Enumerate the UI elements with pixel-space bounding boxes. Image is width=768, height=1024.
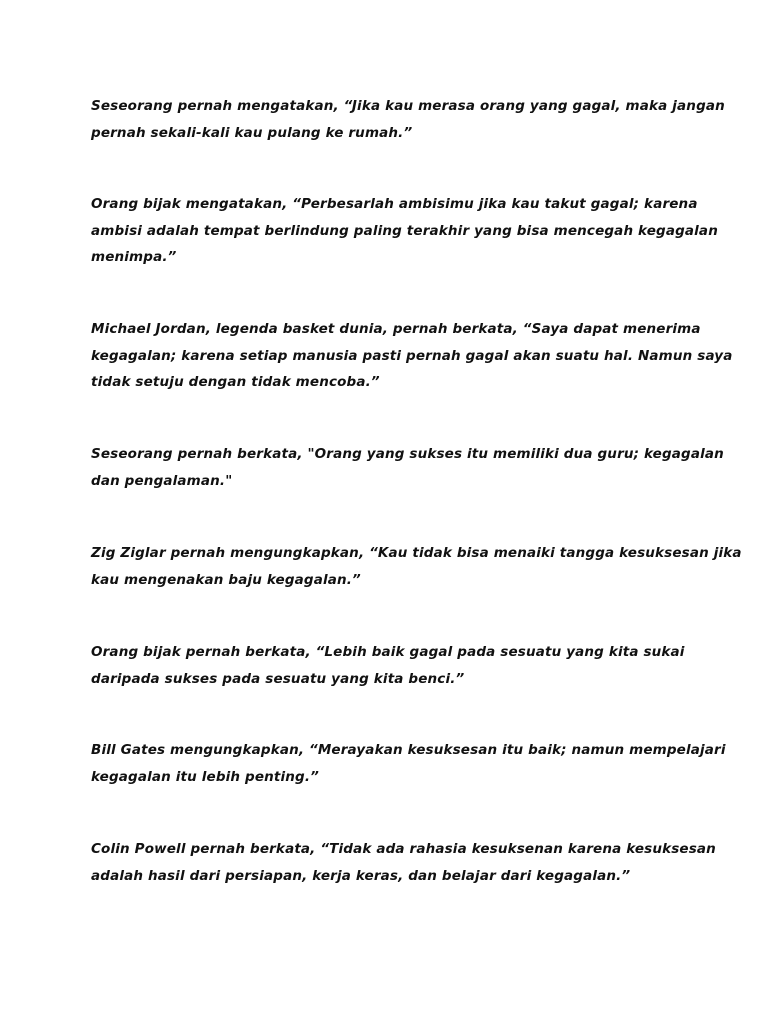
text-line: Bill Gates mengungkapkan, “Merayakan kesuksesan itu baik; namun mempelajari (91, 742, 726, 758)
text-line: Colin Powell pernah berkata, “Tidak ada rahasia kesuksenan karena kesuksesan (91, 841, 716, 857)
quote-paragraph (91, 191, 718, 271)
text-line: menimpa.” (91, 249, 177, 265)
text-line: kegagalan; karena setiap manusia pasti pernah gagal akan suatu hal. Namun saya (91, 347, 733, 364)
quote-paragraph (91, 441, 724, 494)
text-line: Orang bijak mengatakan, “Perbesarlah ambisimu jika kau takut gagal; karena (91, 196, 698, 212)
quote-paragraph (91, 737, 726, 790)
text-line: Seseorang pernah berkata, "Orang yang sukses itu memiliki dua guru; kegagalan (91, 446, 724, 462)
quote-paragraph (91, 836, 716, 889)
text-line: Zig Ziglar pernah mengungkapkan, “Kau tidak bisa menaiki tangga kesuksesan jika (91, 545, 742, 561)
text-line: dan pengalaman." (91, 472, 233, 489)
quote-paragraph (91, 639, 691, 692)
text-line: adalah hasil dari persiapan, kerja keras, dan belajar dari kegagalan.” (91, 867, 631, 884)
text-line: pernah sekali-kali kau pulang ke rumah.” (91, 124, 413, 141)
text-line: ambisi adalah tempat berlindung paling terakhir yang bisa mencegah kegagalan (91, 222, 718, 239)
text-line: kau mengenakan baju kegagalan.” (91, 571, 361, 588)
text-line: Orang bijak pernah berkata, “Lebih baik gagal pada sesuatu yang kita sukai (91, 644, 685, 660)
text-line: kegagalan itu lebih penting.” (91, 768, 319, 785)
text-line: Michael Jordan, legenda basket dunia, pernah berkata, “Saya dapat menerima (91, 321, 701, 337)
quote-paragraph (91, 93, 725, 146)
quote-paragraph (91, 540, 742, 593)
quote-paragraph (91, 316, 733, 396)
text-line: daripada sukses pada sesuatu yang kita benci.” (91, 670, 465, 687)
text-line: Seseorang pernah mengatakan, “Jika kau merasa orang yang gagal, maka jangan (91, 98, 725, 114)
text-line: tidak setuju dengan tidak mencoba.” (91, 374, 380, 390)
